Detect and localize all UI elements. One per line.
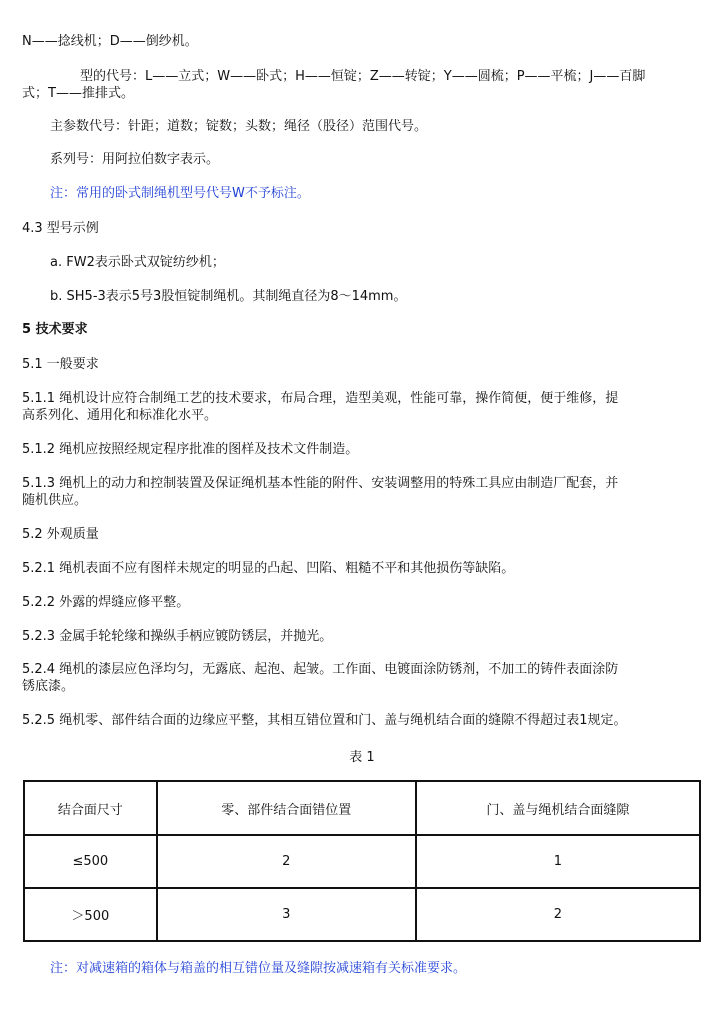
table-row <box>24 835 700 888</box>
table-cell: 3 <box>157 888 416 941</box>
section-heading: 5.1 一般要求 <box>22 357 99 372</box>
text-line: 5.2.2 外露的焊缝应修平整。 <box>22 595 190 610</box>
table-cell: 2 <box>416 888 700 941</box>
text-line: 5.2.3 金属手轮轮缘和操纵手柄应镀防锈层，并抛光。 <box>22 629 333 644</box>
table-header-row <box>24 781 700 835</box>
table-cell: 1 <box>416 835 700 888</box>
section-heading: 5 技术要求 <box>22 322 88 337</box>
table-caption: 表 1 <box>349 750 375 765</box>
table-header-cell: 结合面尺寸 <box>24 781 157 835</box>
text-line: 随机供应。 <box>22 493 88 508</box>
text-line: 主参数代号：针距；道数；锭数；头数；绳径（股径）范围代号。 <box>50 119 428 134</box>
section-heading: 5.2 外观质量 <box>22 527 99 542</box>
table-footnote: 注：对减速箱的箱体与箱盖的相互错位量及缝隙按减速箱有关标准要求。 <box>50 961 467 976</box>
text-line: 锈底漆。 <box>22 679 75 694</box>
text-line: 5.1.3 绳机上的动力和控制装置及保证绳机基本性能的附件、安装调整用的特殊工具应由制造厂配套，并 <box>22 476 619 491</box>
text-line: 系列号：用阿拉伯数字表示。 <box>50 152 220 167</box>
table-header-cell: 零、部件结合面错位置 <box>157 781 416 835</box>
table-cell: 2 <box>157 835 416 888</box>
text-line: 5.2.1 绳机表面不应有图样未规定的明显的凸起、凹陷、粗糙不平和其他损伤等缺陷。 <box>22 561 515 576</box>
text-line: 型的代号：L——立式；W——卧式；H——恒锭；Z——转锭；Y——圆梳；P——平梳；J——百脚 <box>80 69 646 84</box>
spec-table <box>23 780 701 942</box>
table-row <box>24 888 700 941</box>
text-line: 5.1.2 绳机应按照经规定程序批准的图样及技术文件制造。 <box>22 442 359 457</box>
table-header-cell: 门、盖与绳机结合面缝隙 <box>416 781 700 835</box>
text-line: 5.1.1 绳机设计应符合制绳工艺的技术要求，布局合理，造型美观，性能可靠，操作简便，便于维修，提 <box>22 391 619 406</box>
list-item: b. SH5-3表示5号3股恒锭制绳机。其制绳直径为8～14mm。 <box>50 289 407 304</box>
table-cell: ≤500 <box>24 835 157 888</box>
list-item: a. FW2表示卧式双锭纺纱机； <box>50 255 225 270</box>
table-cell: ＞500 <box>24 888 157 941</box>
section-heading: 4.3 型号示例 <box>22 221 99 236</box>
text-line: 式；T——推排式。 <box>22 86 134 101</box>
text-line: N——捻线机；D——倒纱机。 <box>22 34 198 49</box>
note-text: 注：常用的卧式制绳机型号代号W不予标注。 <box>50 186 310 201</box>
text-line: 5.2.4 绳机的漆层应色泽均匀，无露底、起泡、起皱。工作面、电镀面涂防锈剂，不加工的铸件表面涂防 <box>22 662 619 677</box>
text-line: 5.2.5 绳机零、部件结合面的边缘应平整，其相互错位置和门、盖与绳机结合面的缝隙不得超过表1规定。 <box>22 713 627 728</box>
text-line: 高系列化、通用化和标准化水平。 <box>22 408 218 423</box>
